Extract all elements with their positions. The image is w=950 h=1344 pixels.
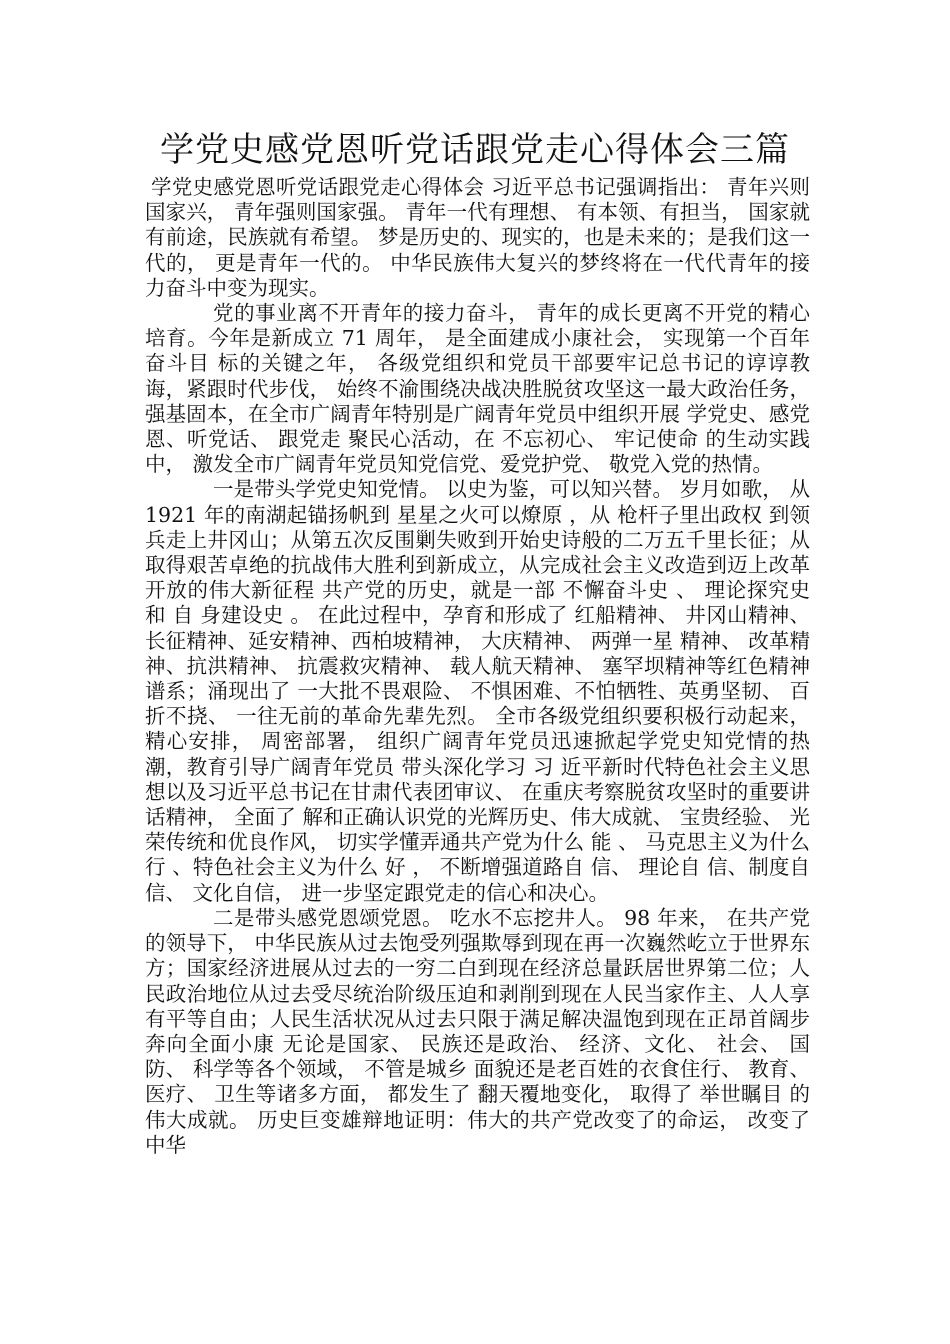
paragraph-study-history: 一是带头学党史知党情。 以史为鉴，可以知兴替。 岁月如歌， 从 1921 年的南湖起锚扬帆到 星星之火可以燎原 ，从 枪杆子里出政权 到领兵走上井冈山；从第五次反围剿失败到开始史诗般的二万五千里长征；从取得艰苦卓绝的抗战伟大胜利到新成立，从完成社会主义改造到迈上改革开放的伟大新征程 共产党的历史，就是一部 不懈奋斗史 、 理论探究史 和 自 身建设史 。 在此过程中，孕育和形成了 红船精神、 井冈山精神、 长征精神、延安精神、西柏坡精神， 大庆精神、 两弹一星 精神、 改革精神、抗洪精神、 抗震救灾精神、 载人航天精神、 塞罕坝精神等红色精神谱系；涌现出了 一大批不畏艰险、 不惧困难、不怕牺牲、英勇坚韧、 百折不挠、 一往无前的革命先辈先烈。 全市各级党组织要积极行动起来， 精心安排， 周密部署， 组织广阔青年党员迅速掀起学党史知党情的热潮，教育引导广阔青年党员 带头深化学习 习 近平新时代特色社会主义思想以及习近平总书记在甘肃代表团审议、 在重庆考察脱贫攻坚时的重要讲话精神， 全面了 解和正确认识党的光辉历史、伟大成就、 宝贵经验、 光荣传统和优良作风， 切实学懂弄通共产党为什么 能 、 马克思主义为什么 行 、特色社会主义为什么 好 ， 不断增强道路自 信、 理论自 信、制度自信、 文化自信， 进一步坚定跟党走的信心和决心。 (145, 477, 810, 905)
paragraph-gratitude: 二是带头感党恩颂党恩。 吃水不忘挖井人。 98 年来， 在共产党的领导下， 中华民族从过去饱受列强欺辱到现在再一次巍然屹立于世界东方；国家经济进展从过去的一穷二白到现在经济总量跃居世界第二位；人民政治地位从过去受尽统治阶级压迫和剥削到现在人民当家作主、人人享有平等自由；人民生活状况从过去只限于满足解决温饱到现在正昂首阔步奔向全面小康 无论是国家、 民族还是政治、 经济、文化、 社会、 国防、 科学等各个领域， 不管是城乡 面貌还是老百姓的衣食住行、 教育、医疗、 卫生等诸多方面， 都发生了 翻天覆地变化， 取得了 举世瞩目 的伟大成就。 历史巨变雄辩地证明：伟大的共产党改变了的命运， 改变了 中华 (145, 905, 810, 1157)
paragraph-intro: 学党史感党恩听党话跟党走心得体会 习近平总书记强调指出： 青年兴则国家兴， 青年强则国家强。 青年一代有理想、 有本领、有担当， 国家就有前途，民族就有希望。 梦是历史的、现实的，也是未来的；是我们这一代的， 更是青年一代的。 中华民族伟大复兴的梦终将在一代代青年的接力奋斗中变为现实。 (145, 175, 810, 300)
paragraph-party-cause: 党的事业离不开青年的接力奋斗， 青年的成长更离不开党的精心培育。今年是新成立 71 周年， 是全面建成小康社会， 实现第一个百年奋斗目 标的关键之年， 各级党组织和党员干部要牢记总书记的谆谆教诲，紧跟时代步伐， 始终不渝围绕决战决胜脱贫攻坚这一最大政治任务， 强基固本，在全市广阔青年特别是广阔青年党员中组织开展 学党史、感党恩、听党话、 跟党走 聚民心活动，在 不忘初心、 牢记使命 的生动实践中， 激发全市广阔青年党员知党信党、爱党护党、 敬党入党的热情。 (145, 301, 810, 477)
document-body (145, 175, 810, 1158)
document-title: 学党史感党恩听党话跟党走心得体会三篇 (160, 130, 790, 170)
